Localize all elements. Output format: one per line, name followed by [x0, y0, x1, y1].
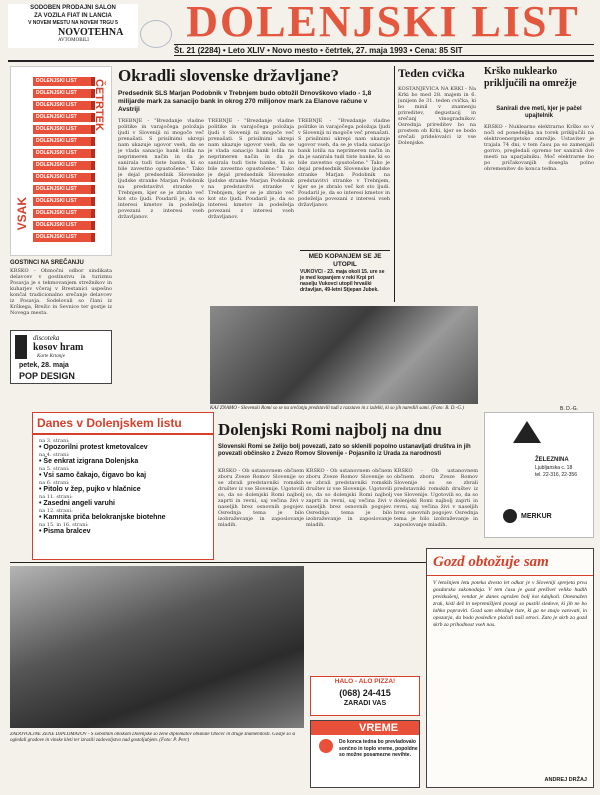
ad-line-3: V NOVEM MESTU NA NOVEM TRGU 5	[28, 20, 118, 26]
gozd-author: ANDREJ DRŽAJ	[544, 777, 587, 783]
tag-label: DOLENJSKI LIST	[33, 137, 95, 146]
masthead-ad	[8, 4, 138, 48]
tag-stack	[33, 77, 95, 245]
issue-price: Cena: 85 SIT	[414, 46, 463, 55]
danes-item-text[interactable]: • Kamnita priča belokranjske biotehne	[39, 514, 166, 521]
vsak-cetrtek-ad	[10, 66, 112, 256]
pizza-ad	[310, 676, 420, 716]
ad-vertical-vsak: VSAK	[15, 197, 29, 231]
danes-item-page: na 5. strani:	[39, 466, 70, 472]
danes-item-page: na 6. strani:	[39, 480, 70, 486]
danes-item-text[interactable]: • Opozorilni protest kmetovalcev	[39, 444, 148, 451]
weather-sun-icon	[319, 739, 333, 753]
tag-label: DOLENJSKI LIST	[33, 101, 95, 110]
tag-label: DOLENJSKI LIST	[33, 233, 95, 242]
disco-place: Karte Krtanje	[37, 354, 65, 359]
main-body-col-2: TREBNJE - "Brezdanje vladne politike in varajočega položaja ljudi v Sloveniji ni mogoče več prenašati. S prisilnimi ukrepi nam ukazuje ugovor vseh, da se je vlada sanacijo bank lotila na neprimeren način in da je sanirala tudi tiste banke, ki so bile zavestno opustošene." Tako je dejal predsednik Slovenske ljudske stranke Marjan Podobnik na predstavitvi stranke v Trebnjem, kjer se je zbralo več kot sto ljudi. Poudaril je, da so interesi kmetov in podeželja povezani z interesi vseh državljanov.	[208, 118, 294, 220]
weather-body: Do konca tedna bo prevladovalo sončno in toplo vreme, popoldne so možne posamezne nevihte.	[339, 739, 418, 758]
gozd-body: V letošnjem letu poteka dvesto let odkar je v Sloveniji sprejeta prva gozdarska zakonodaja. V tem času je gozd preživel veliko hudih preizkušenj, vendar je danes ogrožen bolj kot kdajkoli. Onesnažen zrak, kisli dež in nepremišljeni posegi so pustili sledove, ki jih ne bo lahko popraviti. Gozd sam obtožuje tiste, ki ga ne znajo varovati, in opozarja, da bodo posledice plačali naši otroci. Zato je skrb za gozd skrb za prihodnost vseh nas.	[433, 580, 587, 628]
main-body-col-1: TREBNJE - "Brezdanje vladne politike in varajočega položaja ljudi v Sloveniji ni mogoče več prenašati. S prisilnimi ukrepi nam ukazuje ugovor vseh, da se je vlada sanacijo bank lotila na neprimeren način in da je sanirala tudi tiste banke, ki so bile zavestno opustošene." Tako je dejal predsednik Slovenske ljudske stranke Marjan Podobnik na predstavitvi stranke v Trebnjem, kjer se je zbralo več kot sto ljudi. Poudaril je, da so interesi kmetov in podeželja povezani z interesi vseh državljanov.	[118, 118, 204, 220]
disco-name: kosov hram	[33, 342, 84, 353]
gozd-box	[426, 548, 594, 788]
tag-label: DOLENJSKI LIST	[33, 113, 95, 122]
danes-item-text[interactable]: • Zasedni angeli varuhi	[39, 500, 115, 507]
disco-date: petek, 28. maja	[19, 362, 69, 369]
pizza-phone: (068) 24-415	[339, 688, 391, 698]
gostinci-title: GOSTINCI NA SREČANJU	[10, 260, 84, 266]
diplomats-photo	[10, 566, 304, 728]
main-body-col-3: TREBNJE - "Brezdanje vladne politike in varajočega položaja ljudi v Sloveniji ni mogoče več prenašati. S prisilnimi ukrepi nam ukazuje ugovor vseh, da se je vlada sanacijo bank lotila na neprimeren način in da je sanirala tudi tiste banke, ki so bile zavestno opustošene." Tako je dejal predsednik Slovenske ljudske stranke Marjan Podobnik na predstavitvi stranke v Trebnjem, kjer se je zbralo več kot sto ljudi. Poudaril je, da so interesi kmetov in podeželja povezani z interesi vseh državljanov.	[298, 118, 390, 208]
utopil-body: VUKOVCI - 23. maja okoli 15. ure se je med kopanjem v reki Krpi pri naselju Vukovci utopil hrvaški državljan, 49-letni Stjepan Jubek.	[300, 269, 385, 293]
tag-label: DOLENJSKI LIST	[33, 77, 95, 86]
teden-body: KOSTANJEVICA NA KRKI - Na Krki bo med 28. majem in 6. junijem že 31. teden cvička, ki bo minil v znamenju prireditev, degustacij in srečanj vinogradnikov. Osrednja prireditev bo na prostem ob Krki, kjer se bodo srečali pridelovalci iz vse Dolenjske.	[398, 86, 476, 146]
ad-brand-sub: AVTOMOBILI	[58, 38, 89, 43]
tag-label: DOLENJSKI LIST	[33, 89, 95, 98]
main-subheadline: Predsednik SLS Marjan Podobnik v Trebnjem budo obtožil Drnovškovo vlado - 1,8 milijarde mark za sanacijo bank in okrog 270 milijonov mark za Elanove račune v Avstriji	[118, 90, 372, 113]
ad-brand: NOVOTEHNA	[58, 27, 124, 38]
tag-label: DOLENJSKI LIST	[33, 161, 95, 170]
romi-photo	[210, 306, 478, 404]
disco-event: POP DESIGN	[19, 371, 75, 381]
danes-list	[33, 435, 213, 539]
utopil-box	[300, 250, 390, 302]
danes-item-page: na 4. strani:	[39, 452, 70, 458]
nek-author: B. D.-G.	[560, 406, 579, 412]
ad-line-2: ZA VOZILA FIAT IN LANCIA	[34, 13, 112, 19]
tag-label: DOLENJSKI LIST	[33, 197, 95, 206]
weather-box	[310, 720, 420, 788]
weather-title: VREME	[311, 721, 419, 735]
danes-item-text[interactable]: • Vsi samo čakajo, čigavo bo kaj	[39, 472, 147, 479]
danes-item-page: na 3. strani:	[39, 438, 70, 444]
zeleznina-name: ŽELEZNINA	[535, 457, 569, 463]
tag-label: DOLENJSKI LIST	[33, 221, 95, 230]
romi-body-col-3: KRŠKO - Ob ustanovnem občnem zboru Zveze Romov Slovenije so se zbrali predstavniki romskih društev iz vse Slovenije. Ugotovili so, da so dolenjski Romi najbolj zaprti in revni, saj večina živi v naseljih brez osnovnih pogojev. Osrednja tema je bilo izobraževanje in zaposlovanje mladih.	[394, 468, 478, 528]
volume: Leto XLIV	[227, 46, 265, 55]
tag-label: DOLENJSKI LIST	[33, 209, 95, 218]
romi-body-col-1: KRŠKO - Ob ustanovnem občnem zboru Zveze Romov Slovenije so se zbrali predstavniki romskih društev iz vse Slovenije. Ugotovili so, da so dolenjski Romi najbolj zaprti in revni, saj večina živi v naseljih brez osnovnih pogojev. Osrednja tema je bilo izobraževanje in zaposlovanje mladih.	[218, 468, 304, 528]
ad-vertical-cetrtek: ČETRTEK	[93, 79, 105, 131]
nek-title: Krško nuklearko priključili na omrežje	[484, 66, 577, 89]
city: Novo mesto	[272, 46, 318, 55]
diplomats-caption: ZADOVOLJNE ŽENE DIPLOMATOV - S sobotnim obiskom Dolenjske so žene diplomatov obiskale Otočec in druge znamenitosti. Gostje so si ogledali gradove in vinske kleti ter izrazili zadovoljstvo nad gostoljubjem. (Foto: P. Perc)	[10, 732, 296, 743]
danes-item-text[interactable]: • Še enkrat izigrana Dolenjska	[39, 458, 139, 465]
tag-label: DOLENJSKI LIST	[33, 173, 95, 182]
gostinci-text: KRŠKO - Območni odbor sindikata delavcev v gostinstvu in turizmu Posavja je s tekmovanjem strežnikov in kuharjev včeraj v Brestanici uspešno končal tradicionalno srečanje delavcev iz Posavja. Sodelovali so člani iz Krškega, Brežic in Sevnice ter gostje iz Novega mesta.	[10, 268, 112, 316]
tag-label: DOLENJSKI LIST	[33, 149, 95, 158]
danes-box	[32, 412, 214, 560]
danes-item-page: na 12. strani:	[39, 508, 73, 514]
nek-body: KRŠKO - Nuklearno elektrarno Krško so v noči od ponedeljka na torek priključili na elektroenergetsko omrežje. Ustavitev je trajala 74 dni, v tem času pa so zamenjali gorivo, pregledali opremo ter sanirali dve mesti na uparjalniku. Moč elektrarne bo po pričakovanjih dosegla polno obremenitev do konca tedna.	[484, 124, 594, 172]
masthead-info-bar: Št. 21 (2284) • Leto XLIV • Novo mesto • četrtek, 27. maja 1993 • Cena: 85 SIT	[174, 44, 594, 56]
danes-item-text[interactable]: • Pitolo v žep, pujko v hlačnice	[39, 486, 141, 493]
ad-line-1: SODOBEN PRODAJNI SALON	[30, 5, 116, 11]
disco-label: discoteka	[33, 334, 60, 342]
merkur-brand: MERKUR	[521, 513, 552, 520]
zeleznina-phone: tel. 22-316, 22-356	[535, 472, 577, 478]
main-headline: Okradli slovenske državljane?	[118, 66, 340, 85]
issue-number: Št. 21 (2284)	[174, 46, 221, 55]
nek-subtitle: Sanirali dve meti, kjer je pačel upajtelnik	[496, 106, 582, 119]
stamp	[140, 20, 172, 48]
disco-logo	[15, 335, 27, 359]
gozd-title: Gozd obtožuje sam	[427, 549, 593, 576]
merkur-logo	[503, 509, 517, 523]
tag-label: DOLENJSKI LIST	[33, 125, 95, 134]
utopil-title: MED KOPANJEM SE JE UTOPIL	[308, 253, 382, 268]
danes-item-text[interactable]: • Pisma bralcev	[39, 528, 91, 535]
zeleznina-ad	[484, 412, 594, 538]
danes-item-page: na 15. in 16. strani:	[39, 522, 89, 528]
danes-item-page: na 11. strani:	[39, 494, 73, 500]
section-rule	[10, 562, 476, 563]
pizza-slogan: ZARADI VAS	[343, 700, 387, 707]
issue-date: četrtek, 27. maja 1993	[325, 46, 408, 55]
merkur-logo-top	[513, 421, 541, 443]
romi-headline: Dolenjski Romi najbolj na dnu	[218, 420, 442, 439]
danes-title: Danes v Dolenjskem listu	[33, 413, 213, 435]
disco-ad	[10, 330, 112, 384]
romi-photo-caption: KAJ ZNAMO - Slovenski Romi so se na srečanju predstavili tudi z razstavo in z izdelki, ki so jih naredili sami. (Foto: B. D.-G.)	[210, 406, 464, 411]
newspaper-title: DOLENJSKI LIST	[186, 0, 580, 46]
column-divider	[394, 66, 395, 302]
romi-body-col-2: KRŠKO - Ob ustanovnem občnem zboru Zveze Romov Slovenije so se zbrali predstavniki romskih društev iz vse Slovenije. Ugotovili so, da so dolenjski Romi najbolj zaprti in revni, saj večina živi v naseljih brez osnovnih pogojev. Osrednja tema je bilo izobraževanje in zaposlovanje mladih.	[306, 468, 392, 528]
tag-label: DOLENJSKI LIST	[33, 185, 95, 194]
zeleznina-address: Ljubljanska c. 18	[535, 465, 573, 471]
masthead-rule	[8, 60, 594, 62]
teden-title: Teden cvička	[398, 66, 465, 80]
pizza-title: HALO - ALO PIZZA!	[334, 678, 396, 685]
romi-subheadline: Slovenski Romi se želijo bolj povezati, zato so sklenili popolno ustanavljati društva in jih povezati občinsko z Zvezo Romov Slovenije - Pojasnilo iz Urada za narodnosti	[218, 444, 471, 457]
